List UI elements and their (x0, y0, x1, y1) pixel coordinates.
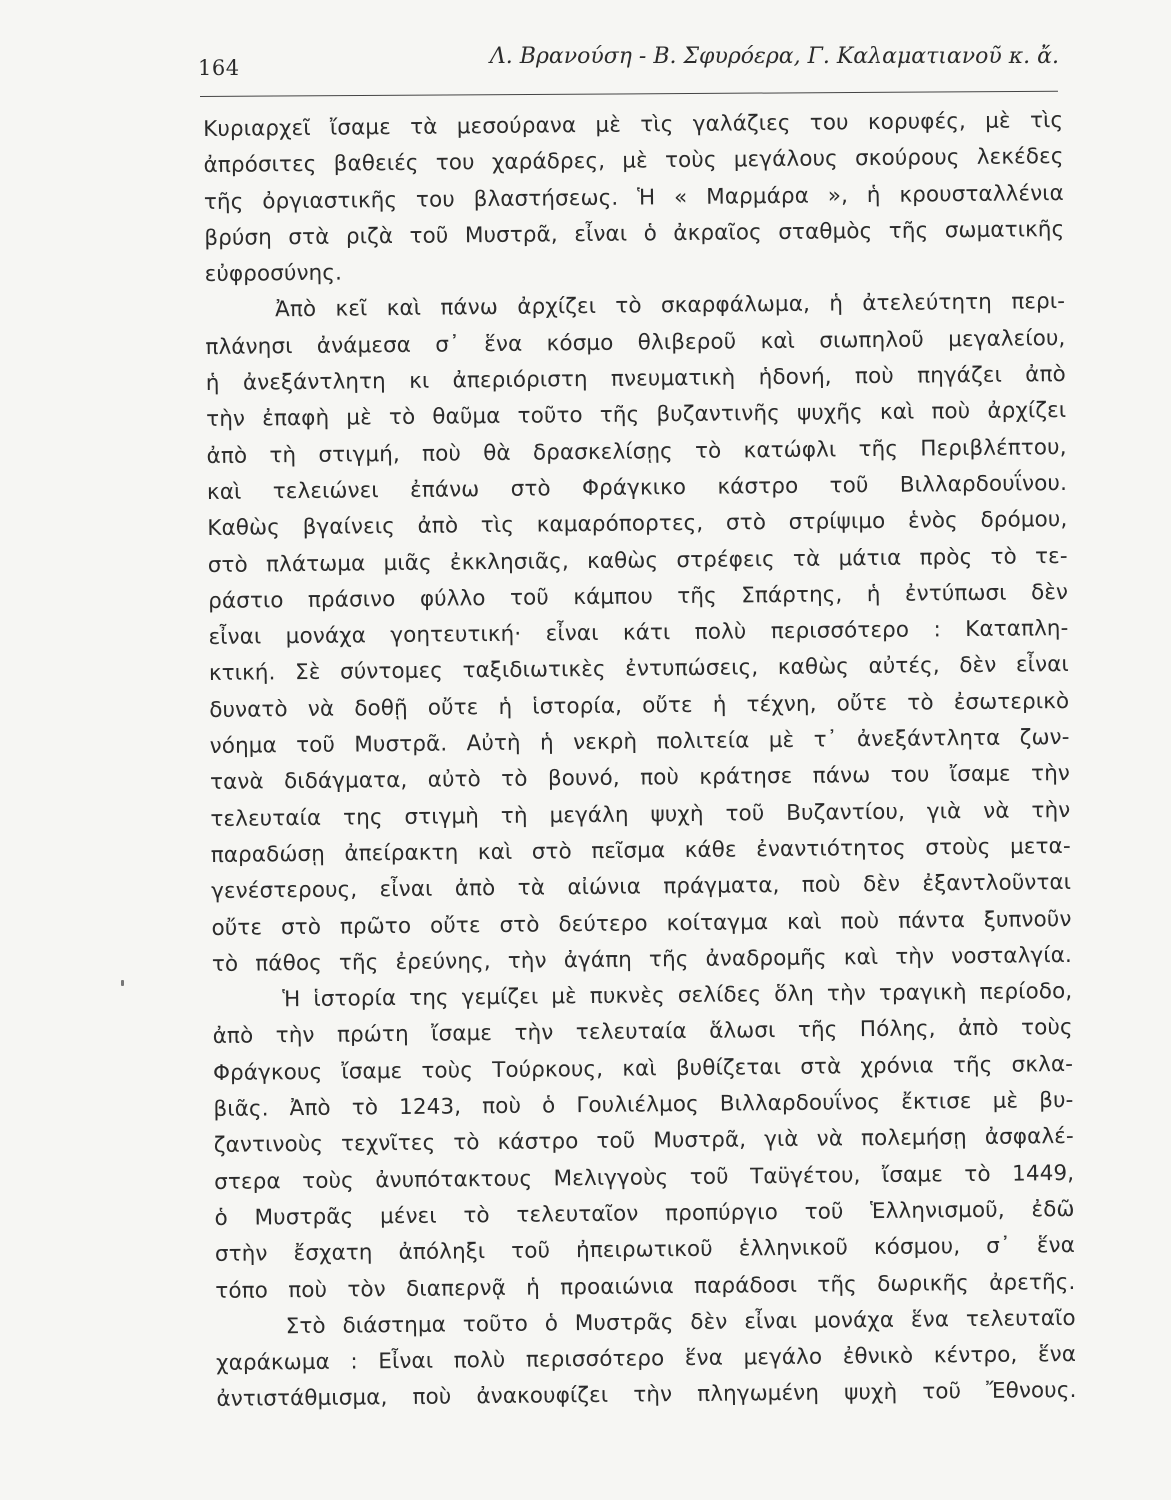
text-line: δυνατὸ νὰ δοθῇ οὔτε ἡ ἱστορία, οὔτε ἡ τέχνη, οὔτε τὸ ἐσωτερικὸ (209, 688, 1070, 723)
text-line: Ἀπὸ κεῖ καὶ πάνω ἀρχίζει τὸ σκαρφάλωμα, ἡ ἀτελεύτητη περι- (274, 289, 1066, 323)
text-line: στὸ πλάτωμα μιᾶς ἐκκλησιᾶς, καθὼς στρέφεις τὰ μάτια πρὸς τὸ τε- (207, 543, 1068, 578)
header-rule (200, 91, 1058, 97)
text-line: εὐφροσύνης. (204, 260, 343, 288)
text-line: ράστιο πράσινο φύλλο τοῦ κάμπου τῆς Σπάρτης, ἡ ἐντύπωσι δὲν (207, 579, 1069, 614)
text-line: παραδώσῃ ἀπείρακτη καὶ στὸ πεῖσμα κάθε ἐναντιότητος στοὺς μετα- (210, 833, 1071, 868)
text-line: βιᾶς. Ἀπὸ τὸ 1243, ποὺ ὁ Γουλιέλμος Βιλλαρδουΐνος ἔκτισε μὲ βυ- (213, 1087, 1074, 1122)
margin-mark (121, 980, 124, 986)
text-line: βρύση στὰ ριζὰ τοῦ Μυστρᾶ, εἶναι ὁ ἀκραῖος σταθμὸς τῆς σωματικῆς (204, 216, 1065, 251)
text-line: ἀντιστάθμισμα, ποὺ ἀνακουφίζει τὴν πληγωμένη ψυχὴ τοῦ Ἔθνους. (216, 1378, 1077, 1413)
text-line: Ἡ ἱστορία της γεμίζει μὲ πυκνὲς σελίδες ὅλη τὴν τραγικὴ περίοδο, (282, 979, 1073, 1013)
text-line: οὔτε στὸ πρῶτο οὔτε στὸ δεύτερο κοίταγμα καὶ ποὺ πάντα ξυπνοῦν (211, 906, 1072, 941)
text-line: στερα τοὺς ἀνυπότακτους Μελιγγοὺς τοῦ Ταϋγέτου, ἴσαμε τὸ 1449, (214, 1160, 1075, 1195)
text-line: στὴν ἔσχατη ἀπόληξι τοῦ ἠπειρωτικοῦ ἑλληνικοῦ κόσμου, σ᾿ ἕνα (214, 1233, 1076, 1268)
text-line: ζαντινοὺς τεχνῖτες τὸ κάστρο τοῦ Μυστρᾶ, γιὰ νὰ πολεμήσῃ ἀσφαλέ- (213, 1124, 1074, 1159)
text-line: ἀπὸ τὴν πρώτη ἴσαμε τὴν τελευταία ἅλωσι τῆς Πόλης, ἀπὸ τοὺς (212, 1015, 1073, 1050)
text-line: ὁ Μυστρᾶς μένει τὸ τελευταῖον προπύργιο τοῦ Ἑλληνισμοῦ, ἐδῶ (214, 1196, 1075, 1231)
text-line: κτική. Σὲ σύντομες ταξιδιωτικὲς ἐντυπώσεις, καθὼς αὐτές, δὲν εἶναι (208, 652, 1069, 687)
running-head: Λ. Βρανούση - Β. Σφυρόερα, Γ. Καλαματιανοῦ κ. ἄ. (489, 44, 1059, 69)
text-line: τῆς ὀργιαστικῆς του βλαστήσεως. Ἡ « Μαρμάρα », ἡ κρουσταλλένια (203, 180, 1065, 215)
text-line: τόπο ποὺ τὸν διαπερνᾷ ἡ προαιώνια παράδοσι τῆς δωρικῆς ἀρετῆς. (215, 1269, 1076, 1304)
text-line: καὶ τελειώνει ἐπάνω στὸ Φράγκικο κάστρο τοῦ Βιλλαρδουΐνου. (206, 470, 1068, 505)
text-line: νόημα τοῦ Μυστρᾶ. Αὐτὴ ἡ νεκρὴ πολιτεία μὲ τ᾿ ἀνεξάντλητα ζων- (209, 725, 1070, 760)
text-line: τὸ πάθος τῆς ἐρεύνης, τὴν ἀγάπη τῆς ἀναδρομῆς καὶ τὴν νοσταλγία. (211, 942, 1073, 977)
body-text (203, 103, 1077, 1419)
text-line: τανὰ διδάγματα, αὐτὸ τὸ βουνό, ποὺ κράτησε πάνω του ἴσαμε τὴν (209, 761, 1071, 796)
text-line: Στὸ διάστημα τοῦτο ὁ Μυστρᾶς δὲν εἶναι μονάχα ἕνα τελευταῖο (285, 1305, 1076, 1339)
text-line: τὴν ἐπαφὴ μὲ τὸ θαῦμα τοῦτο τῆς βυζαντινῆς ψυχῆς καὶ ποὺ ἀρχίζει (206, 398, 1067, 433)
text-line: Φράγκους ἴσαμε τοὺς Τούρκους, καὶ βυθίζεται στὰ χρόνια τῆς σκλα- (212, 1051, 1074, 1086)
text-line: γενέστερους, εἶναι ἀπὸ τὰ αἰώνια πράγματα, ποὺ δὲν ἐξαντλοῦνται (211, 870, 1072, 905)
text-line: ἡ ἀνεξάντλητη κι ἀπεριόριστη πνευματικὴ ἡδονή, ποὺ πηγάζει ἀπὸ (205, 362, 1066, 397)
text-line: τελευταία της στιγμὴ τὴ μεγάλη ψυχὴ τοῦ Βυζαντίου, γιὰ νὰ τὴν (210, 797, 1071, 832)
text-line: πλάνησι ἀνάμεσα σ᾿ ἕνα κόσμο θλιβεροῦ καὶ σιωπηλοῦ μεγαλείου, (205, 325, 1066, 360)
page-number: 164 (198, 56, 240, 80)
text-line: εἶναι μονάχα γοητευτική· εἶναι κάτι πολὺ περισσότερο : Καταπλη- (208, 616, 1069, 651)
text-line: ἀπρόσιτες βαθειές του χαράδρες, μὲ τοὺς μεγάλους σκούρους λεκέδες (203, 144, 1064, 179)
text-line: χαράκωμα : Εἶναι πολὺ περισσότερο ἕνα μεγάλο ἐθνικὸ κέντρο, ἕνα (215, 1342, 1077, 1377)
text-line: ἀπὸ τὴ στιγμή, ποὺ θὰ δρασκελίσῃς τὸ κατώφλι τῆς Περιβλέπτου, (206, 434, 1067, 469)
text-line: Κυριαρχεῖ ἴσαμε τὰ μεσούρανα μὲ τὶς γαλάζιες του κορυφές, μὲ τὶς (203, 107, 1064, 142)
text-line: Καθὼς βγαίνεις ἀπὸ τὶς καμαρόπορτες, στὸ στρίψιμο ἑνὸς δρόμου, (207, 507, 1068, 542)
